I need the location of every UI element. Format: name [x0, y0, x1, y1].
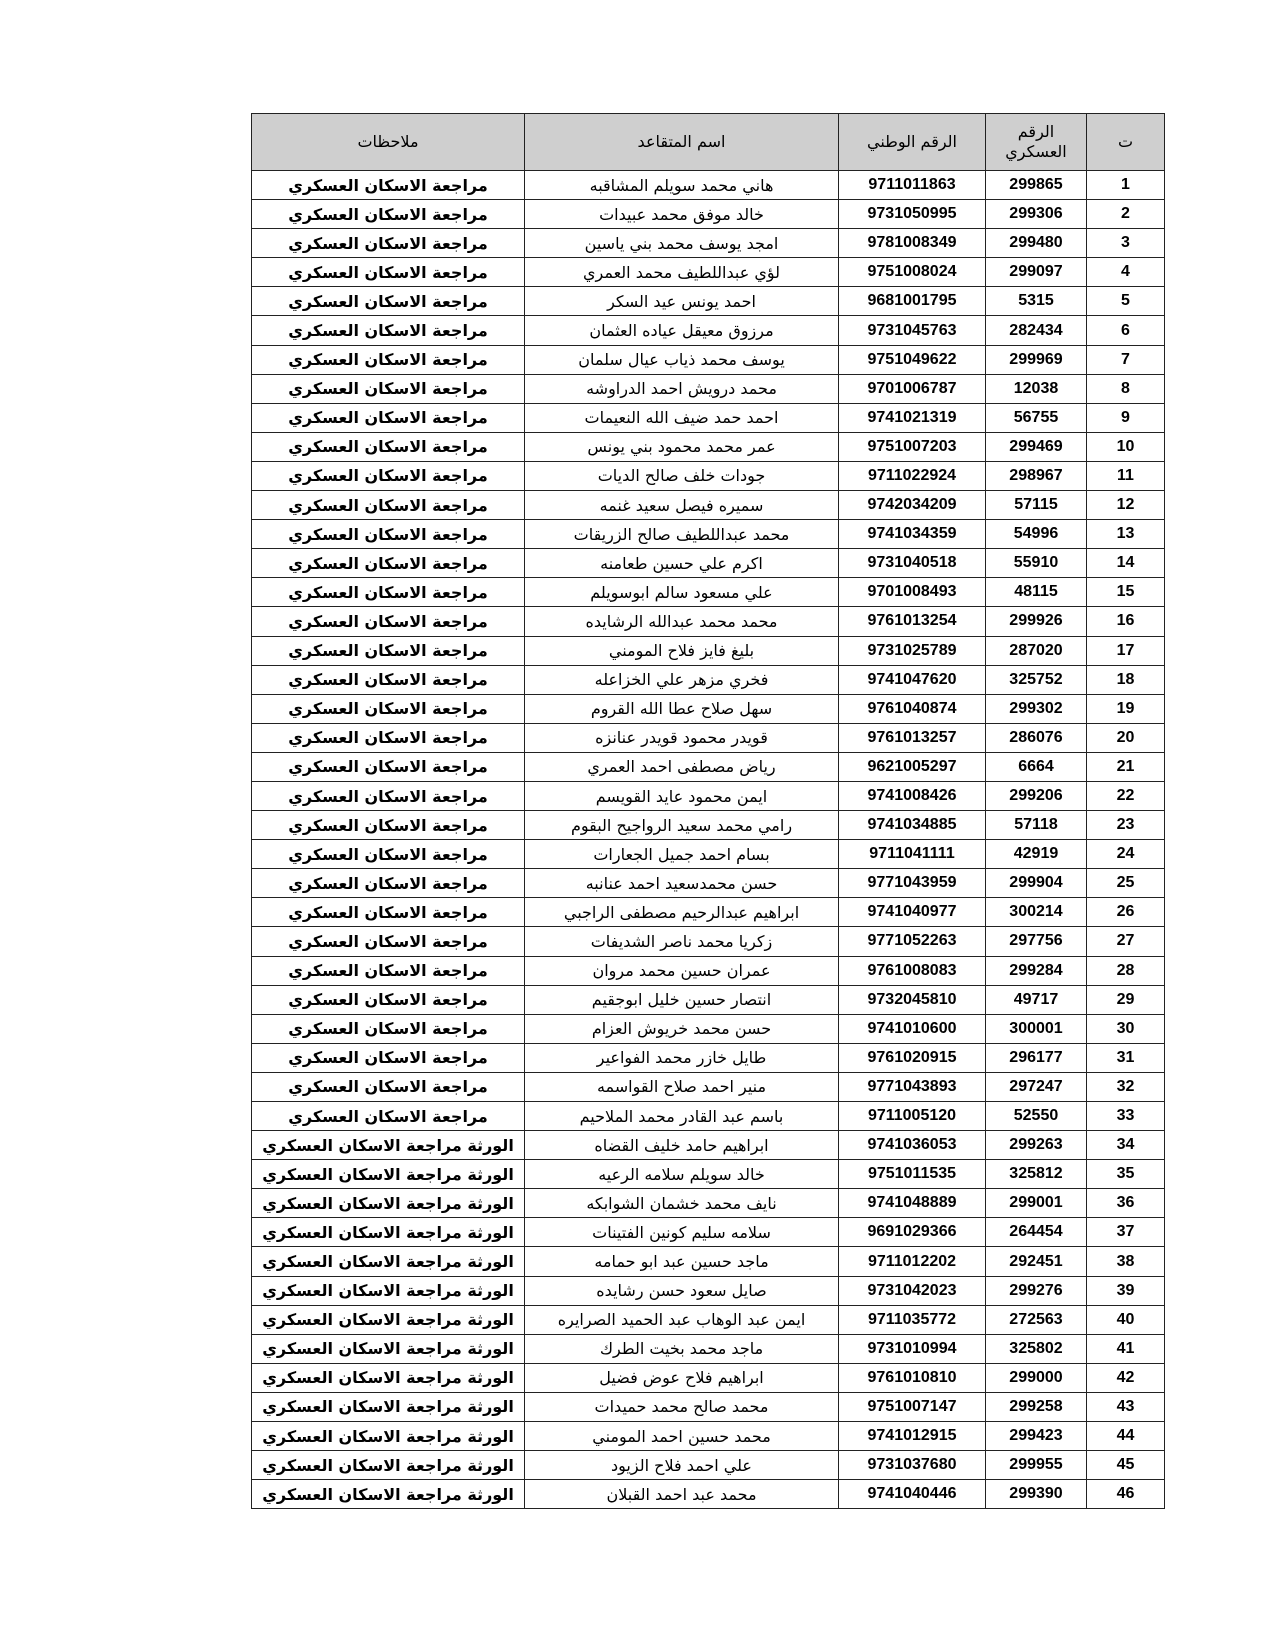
cell-national-number: 9761008083 — [839, 956, 986, 985]
cell-notes: مراجعة الاسكان العسكري — [252, 985, 525, 1014]
header-military-number — [986, 114, 1087, 171]
cell-notes: مراجعة الاسكان العسكري — [252, 781, 525, 810]
cell-national-number: 9741012915 — [839, 1422, 986, 1451]
cell-index: 38 — [1087, 1247, 1165, 1276]
cell-retiree-name: طايل خازر محمد الفواعير — [525, 1043, 839, 1072]
table-row — [252, 1218, 1165, 1247]
cell-index: 33 — [1087, 1102, 1165, 1131]
cell-notes: الورثة مراجعة الاسكان العسكري — [252, 1334, 525, 1363]
cell-retiree-name: خالد سويلم سلامه الرعيه — [525, 1160, 839, 1189]
cell-notes: الورثة مراجعة الاسكان العسكري — [252, 1305, 525, 1334]
cell-notes: مراجعة الاسكان العسكري — [252, 549, 525, 578]
cell-retiree-name: محمد عبد احمد القبلان — [525, 1480, 839, 1509]
cell-military-number: 6664 — [986, 752, 1087, 781]
table-row — [252, 869, 1165, 898]
table-row — [252, 258, 1165, 287]
table-row — [252, 781, 1165, 810]
table-row — [252, 956, 1165, 985]
cell-military-number: 264454 — [986, 1218, 1087, 1247]
cell-national-number: 9731040518 — [839, 549, 986, 578]
cell-national-number: 9731045763 — [839, 316, 986, 345]
retirees-table — [251, 113, 1165, 1509]
cell-military-number: 325752 — [986, 665, 1087, 694]
cell-national-number: 9741036053 — [839, 1131, 986, 1160]
cell-military-number: 299469 — [986, 432, 1087, 461]
table-row — [252, 1189, 1165, 1218]
cell-national-number: 9771052263 — [839, 927, 986, 956]
cell-military-number: 299097 — [986, 258, 1087, 287]
cell-military-number: 286076 — [986, 723, 1087, 752]
cell-national-number: 9732045810 — [839, 985, 986, 1014]
cell-index: 23 — [1087, 811, 1165, 840]
cell-military-number: 325802 — [986, 1334, 1087, 1363]
cell-index: 22 — [1087, 781, 1165, 810]
table-row — [252, 229, 1165, 258]
cell-military-number: 299263 — [986, 1131, 1087, 1160]
cell-notes: مراجعة الاسكان العسكري — [252, 1102, 525, 1131]
cell-military-number: 299926 — [986, 607, 1087, 636]
table-row — [252, 1363, 1165, 1392]
cell-index: 24 — [1087, 840, 1165, 869]
cell-index: 41 — [1087, 1334, 1165, 1363]
cell-national-number: 9711041111 — [839, 840, 986, 869]
cell-notes: مراجعة الاسكان العسكري — [252, 956, 525, 985]
cell-notes: مراجعة الاسكان العسكري — [252, 752, 525, 781]
cell-notes: الورثة مراجعة الاسكان العسكري — [252, 1160, 525, 1189]
cell-military-number: 56755 — [986, 403, 1087, 432]
cell-notes: مراجعة الاسكان العسكري — [252, 258, 525, 287]
cell-military-number: 42919 — [986, 840, 1087, 869]
cell-retiree-name: جودات خلف صالح الديات — [525, 461, 839, 490]
cell-retiree-name: يوسف محمد ذياب عيال سلمان — [525, 345, 839, 374]
cell-military-number: 297756 — [986, 927, 1087, 956]
cell-retiree-name: صايل سعود حسن رشايده — [525, 1276, 839, 1305]
cell-national-number: 9741048889 — [839, 1189, 986, 1218]
table-row — [252, 316, 1165, 345]
cell-retiree-name: محمد محمد عبدالله الرشايده — [525, 607, 839, 636]
cell-national-number: 9761010810 — [839, 1363, 986, 1392]
cell-national-number: 9621005297 — [839, 752, 986, 781]
cell-notes: مراجعة الاسكان العسكري — [252, 840, 525, 869]
table-row — [252, 723, 1165, 752]
table-row — [252, 549, 1165, 578]
table-row — [252, 1392, 1165, 1421]
cell-retiree-name: هاني محمد سويلم المشاقبه — [525, 171, 839, 200]
cell-retiree-name: احمد يونس عيد السكر — [525, 287, 839, 316]
header-index: ت — [1087, 114, 1165, 171]
cell-notes: مراجعة الاسكان العسكري — [252, 374, 525, 403]
cell-index: 32 — [1087, 1072, 1165, 1101]
cell-retiree-name: نايف محمد خشمان الشوابكه — [525, 1189, 839, 1218]
table-row — [252, 1334, 1165, 1363]
cell-notes: مراجعة الاسكان العسكري — [252, 723, 525, 752]
cell-notes: الورثة مراجعة الاسكان العسكري — [252, 1451, 525, 1480]
cell-national-number: 9731037680 — [839, 1451, 986, 1480]
cell-retiree-name: ايمن محمود عايد القويسم — [525, 781, 839, 810]
table-row — [252, 432, 1165, 461]
cell-notes: الورثة مراجعة الاسكان العسكري — [252, 1480, 525, 1509]
cell-national-number: 9761013257 — [839, 723, 986, 752]
cell-military-number: 49717 — [986, 985, 1087, 1014]
cell-index: 14 — [1087, 549, 1165, 578]
cell-national-number: 9741040977 — [839, 898, 986, 927]
table-row — [252, 1422, 1165, 1451]
cell-military-number: 299865 — [986, 171, 1087, 200]
table-row — [252, 811, 1165, 840]
cell-national-number: 9731050995 — [839, 200, 986, 229]
cell-retiree-name: محمد درويش احمد الدراوشه — [525, 374, 839, 403]
cell-retiree-name: علي مسعود سالم ابوسويلم — [525, 578, 839, 607]
cell-retiree-name: ايمن عبد الوهاب عبد الحميد الصرايره — [525, 1305, 839, 1334]
cell-military-number: 292451 — [986, 1247, 1087, 1276]
cell-notes: مراجعة الاسكان العسكري — [252, 403, 525, 432]
cell-national-number: 9741034885 — [839, 811, 986, 840]
header-row — [252, 114, 1165, 171]
cell-military-number: 299423 — [986, 1422, 1087, 1451]
cell-index: 46 — [1087, 1480, 1165, 1509]
cell-military-number: 54996 — [986, 520, 1087, 549]
cell-notes: مراجعة الاسكان العسكري — [252, 200, 525, 229]
cell-index: 19 — [1087, 694, 1165, 723]
cell-retiree-name: ماجد محمد بخيت الطرك — [525, 1334, 839, 1363]
cell-index: 21 — [1087, 752, 1165, 781]
cell-military-number: 325812 — [986, 1160, 1087, 1189]
cell-national-number: 9711035772 — [839, 1305, 986, 1334]
cell-national-number: 9741010600 — [839, 1014, 986, 1043]
cell-notes: مراجعة الاسكان العسكري — [252, 491, 525, 520]
cell-index: 42 — [1087, 1363, 1165, 1392]
table-row — [252, 1305, 1165, 1334]
cell-retiree-name: محمد عبداللطيف صالح الزريقات — [525, 520, 839, 549]
cell-notes: الورثة مراجعة الاسكان العسكري — [252, 1189, 525, 1218]
cell-index: 10 — [1087, 432, 1165, 461]
cell-index: 29 — [1087, 985, 1165, 1014]
cell-retiree-name: مرزوق معيقل عياده العثمان — [525, 316, 839, 345]
cell-retiree-name: سلامه سليم كونين الفتينات — [525, 1218, 839, 1247]
cell-notes: مراجعة الاسكان العسكري — [252, 927, 525, 956]
cell-military-number: 287020 — [986, 636, 1087, 665]
cell-index: 25 — [1087, 869, 1165, 898]
cell-notes: مراجعة الاسكان العسكري — [252, 171, 525, 200]
cell-military-number: 298967 — [986, 461, 1087, 490]
cell-national-number: 9711011863 — [839, 171, 986, 200]
cell-notes: مراجعة الاسكان العسكري — [252, 811, 525, 840]
cell-military-number: 300214 — [986, 898, 1087, 927]
cell-index: 17 — [1087, 636, 1165, 665]
cell-military-number: 297247 — [986, 1072, 1087, 1101]
cell-index: 37 — [1087, 1218, 1165, 1247]
cell-national-number: 9741008426 — [839, 781, 986, 810]
cell-retiree-name: سهل صلاح عطا الله القروم — [525, 694, 839, 723]
cell-retiree-name: فخري مزهر علي الخزاعله — [525, 665, 839, 694]
cell-national-number: 9751011535 — [839, 1160, 986, 1189]
cell-notes: الورثة مراجعة الاسكان العسكري — [252, 1131, 525, 1160]
table-header — [252, 114, 1165, 171]
cell-retiree-name: اكرم علي حسين طعامنه — [525, 549, 839, 578]
cell-national-number: 9771043893 — [839, 1072, 986, 1101]
cell-retiree-name: بليغ فايز فلاح المومني — [525, 636, 839, 665]
table-row — [252, 345, 1165, 374]
cell-retiree-name: رياض مصطفى احمد العمري — [525, 752, 839, 781]
cell-index: 11 — [1087, 461, 1165, 490]
cell-retiree-name: امجد يوسف محمد بني ياسين — [525, 229, 839, 258]
cell-notes: الورثة مراجعة الاسكان العسكري — [252, 1218, 525, 1247]
cell-index: 6 — [1087, 316, 1165, 345]
cell-index: 40 — [1087, 1305, 1165, 1334]
cell-notes: مراجعة الاسكان العسكري — [252, 520, 525, 549]
cell-national-number: 9741040446 — [839, 1480, 986, 1509]
cell-national-number: 9711022924 — [839, 461, 986, 490]
cell-index: 8 — [1087, 374, 1165, 403]
cell-index: 35 — [1087, 1160, 1165, 1189]
cell-national-number: 9781008349 — [839, 229, 986, 258]
cell-index: 7 — [1087, 345, 1165, 374]
cell-national-number: 9741021319 — [839, 403, 986, 432]
cell-retiree-name: منير احمد صلاح القواسمه — [525, 1072, 839, 1101]
cell-retiree-name: حسن محمدسعيد احمد عنانبه — [525, 869, 839, 898]
table-row — [252, 607, 1165, 636]
cell-notes: مراجعة الاسكان العسكري — [252, 869, 525, 898]
cell-military-number: 299258 — [986, 1392, 1087, 1421]
cell-index: 20 — [1087, 723, 1165, 752]
table-row — [252, 898, 1165, 927]
cell-military-number: 57118 — [986, 811, 1087, 840]
cell-national-number: 9751007147 — [839, 1392, 986, 1421]
cell-retiree-name: لؤي عبداللطيف محمد العمري — [525, 258, 839, 287]
table-row — [252, 1480, 1165, 1509]
cell-index: 43 — [1087, 1392, 1165, 1421]
cell-retiree-name: عمران حسين محمد مروان — [525, 956, 839, 985]
cell-notes: مراجعة الاسكان العسكري — [252, 636, 525, 665]
table-row — [252, 491, 1165, 520]
cell-national-number: 9761040874 — [839, 694, 986, 723]
cell-military-number: 299284 — [986, 956, 1087, 985]
cell-index: 39 — [1087, 1276, 1165, 1305]
cell-military-number: 296177 — [986, 1043, 1087, 1072]
cell-index: 30 — [1087, 1014, 1165, 1043]
cell-notes: مراجعة الاسكان العسكري — [252, 578, 525, 607]
cell-military-number: 299206 — [986, 781, 1087, 810]
cell-national-number: 9711005120 — [839, 1102, 986, 1131]
cell-national-number: 9761020915 — [839, 1043, 986, 1072]
cell-retiree-name: قويدر محمود قويدر عنانزه — [525, 723, 839, 752]
cell-military-number: 299276 — [986, 1276, 1087, 1305]
table-row — [252, 752, 1165, 781]
table-row — [252, 1072, 1165, 1101]
cell-index: 12 — [1087, 491, 1165, 520]
cell-military-number: 299306 — [986, 200, 1087, 229]
cell-national-number: 9731010994 — [839, 1334, 986, 1363]
cell-notes: الورثة مراجعة الاسكان العسكري — [252, 1392, 525, 1421]
cell-index: 45 — [1087, 1451, 1165, 1480]
cell-index: 13 — [1087, 520, 1165, 549]
cell-index: 31 — [1087, 1043, 1165, 1072]
cell-notes: الورثة مراجعة الاسكان العسكري — [252, 1363, 525, 1392]
cell-retiree-name: رامي محمد سعيد الرواجيح البقوم — [525, 811, 839, 840]
cell-military-number: 55910 — [986, 549, 1087, 578]
table-row — [252, 1043, 1165, 1072]
table-row — [252, 1131, 1165, 1160]
table-row — [252, 578, 1165, 607]
table-body — [252, 171, 1165, 1509]
cell-index: 5 — [1087, 287, 1165, 316]
cell-retiree-name: ابراهيم حامد خليف القضاه — [525, 1131, 839, 1160]
cell-military-number: 282434 — [986, 316, 1087, 345]
cell-national-number: 9681001795 — [839, 287, 986, 316]
cell-index: 15 — [1087, 578, 1165, 607]
cell-national-number: 9742034209 — [839, 491, 986, 520]
header-retiree-name: اسم المتقاعد — [525, 114, 839, 171]
cell-notes: الورثة مراجعة الاسكان العسكري — [252, 1276, 525, 1305]
cell-index: 34 — [1087, 1131, 1165, 1160]
cell-military-number: 299904 — [986, 869, 1087, 898]
cell-national-number: 9701008493 — [839, 578, 986, 607]
table-row — [252, 636, 1165, 665]
cell-retiree-name: علي احمد فلاح الزيود — [525, 1451, 839, 1480]
cell-military-number: 5315 — [986, 287, 1087, 316]
cell-index: 3 — [1087, 229, 1165, 258]
table-row — [252, 200, 1165, 229]
cell-national-number: 9691029366 — [839, 1218, 986, 1247]
cell-national-number: 9751008024 — [839, 258, 986, 287]
cell-index: 36 — [1087, 1189, 1165, 1218]
table-row — [252, 985, 1165, 1014]
cell-index: 2 — [1087, 200, 1165, 229]
cell-military-number: 299001 — [986, 1189, 1087, 1218]
cell-retiree-name: باسم عبد القادر محمد الملاحيم — [525, 1102, 839, 1131]
header-notes: ملاحظات — [252, 114, 525, 171]
table-row — [252, 461, 1165, 490]
cell-retiree-name: ابراهيم فلاح عوض فضيل — [525, 1363, 839, 1392]
cell-retiree-name: محمد حسين احمد المومني — [525, 1422, 839, 1451]
cell-notes: مراجعة الاسكان العسكري — [252, 432, 525, 461]
header-military-number-label: الرقم العسكري — [1005, 122, 1067, 161]
cell-military-number: 299000 — [986, 1363, 1087, 1392]
table-row — [252, 374, 1165, 403]
cell-notes: مراجعة الاسكان العسكري — [252, 345, 525, 374]
cell-national-number: 9731025789 — [839, 636, 986, 665]
cell-index: 44 — [1087, 1422, 1165, 1451]
cell-retiree-name: انتصار حسين خليل ابوجقيم — [525, 985, 839, 1014]
cell-notes: مراجعة الاسكان العسكري — [252, 898, 525, 927]
table-row — [252, 1014, 1165, 1043]
cell-notes: مراجعة الاسكان العسكري — [252, 229, 525, 258]
cell-military-number: 12038 — [986, 374, 1087, 403]
table-row — [252, 403, 1165, 432]
cell-retiree-name: بسام احمد جميل الجعارات — [525, 840, 839, 869]
cell-index: 18 — [1087, 665, 1165, 694]
cell-notes: مراجعة الاسكان العسكري — [252, 1072, 525, 1101]
table-row — [252, 287, 1165, 316]
table-row — [252, 665, 1165, 694]
cell-retiree-name: حسن محمد خريوش العزام — [525, 1014, 839, 1043]
cell-retiree-name: سميره فيصل سعيد غنمه — [525, 491, 839, 520]
cell-notes: مراجعة الاسكان العسكري — [252, 316, 525, 345]
cell-national-number: 9761013254 — [839, 607, 986, 636]
table-row — [252, 520, 1165, 549]
cell-notes: مراجعة الاسكان العسكري — [252, 694, 525, 723]
cell-retiree-name: ابراهيم عبدالرحيم مصطفى الراجبي — [525, 898, 839, 927]
cell-notes: مراجعة الاسكان العسكري — [252, 461, 525, 490]
cell-index: 27 — [1087, 927, 1165, 956]
cell-national-number: 9711012202 — [839, 1247, 986, 1276]
cell-national-number: 9751007203 — [839, 432, 986, 461]
cell-retiree-name: احمد حمد ضيف الله النعيمات — [525, 403, 839, 432]
cell-military-number: 299480 — [986, 229, 1087, 258]
cell-retiree-name: محمد صالح محمد حميدات — [525, 1392, 839, 1421]
table-row — [252, 927, 1165, 956]
cell-national-number: 9741047620 — [839, 665, 986, 694]
cell-military-number: 272563 — [986, 1305, 1087, 1334]
cell-national-number: 9731042023 — [839, 1276, 986, 1305]
table-row — [252, 1102, 1165, 1131]
cell-notes: مراجعة الاسكان العسكري — [252, 1043, 525, 1072]
cell-military-number: 57115 — [986, 491, 1087, 520]
table-row — [252, 694, 1165, 723]
cell-notes: الورثة مراجعة الاسكان العسكري — [252, 1422, 525, 1451]
cell-index: 28 — [1087, 956, 1165, 985]
cell-index: 26 — [1087, 898, 1165, 927]
cell-index: 9 — [1087, 403, 1165, 432]
cell-retiree-name: عمر محمد محمود بني يونس — [525, 432, 839, 461]
cell-military-number: 299390 — [986, 1480, 1087, 1509]
cell-index: 4 — [1087, 258, 1165, 287]
cell-retiree-name: ماجد حسين عبد ابو حمامه — [525, 1247, 839, 1276]
header-national-number: الرقم الوطني — [839, 114, 986, 171]
cell-military-number: 48115 — [986, 578, 1087, 607]
cell-national-number: 9741034359 — [839, 520, 986, 549]
cell-military-number: 299969 — [986, 345, 1087, 374]
table-row — [252, 1276, 1165, 1305]
cell-retiree-name: خالد موفق محمد عبيدات — [525, 200, 839, 229]
cell-military-number: 52550 — [986, 1102, 1087, 1131]
cell-military-number: 299955 — [986, 1451, 1087, 1480]
cell-national-number: 9771043959 — [839, 869, 986, 898]
cell-notes: مراجعة الاسكان العسكري — [252, 287, 525, 316]
cell-notes: مراجعة الاسكان العسكري — [252, 607, 525, 636]
cell-notes: مراجعة الاسكان العسكري — [252, 665, 525, 694]
cell-national-number: 9701006787 — [839, 374, 986, 403]
table-row — [252, 1247, 1165, 1276]
cell-index: 16 — [1087, 607, 1165, 636]
cell-index: 1 — [1087, 171, 1165, 200]
cell-retiree-name: زكريا محمد ناصر الشديفات — [525, 927, 839, 956]
table-row — [252, 1451, 1165, 1480]
cell-notes: الورثة مراجعة الاسكان العسكري — [252, 1247, 525, 1276]
cell-national-number: 9751049622 — [839, 345, 986, 374]
table-row — [252, 171, 1165, 200]
table-row — [252, 840, 1165, 869]
table-row — [252, 1160, 1165, 1189]
cell-military-number: 299302 — [986, 694, 1087, 723]
cell-notes: مراجعة الاسكان العسكري — [252, 1014, 525, 1043]
cell-military-number: 300001 — [986, 1014, 1087, 1043]
